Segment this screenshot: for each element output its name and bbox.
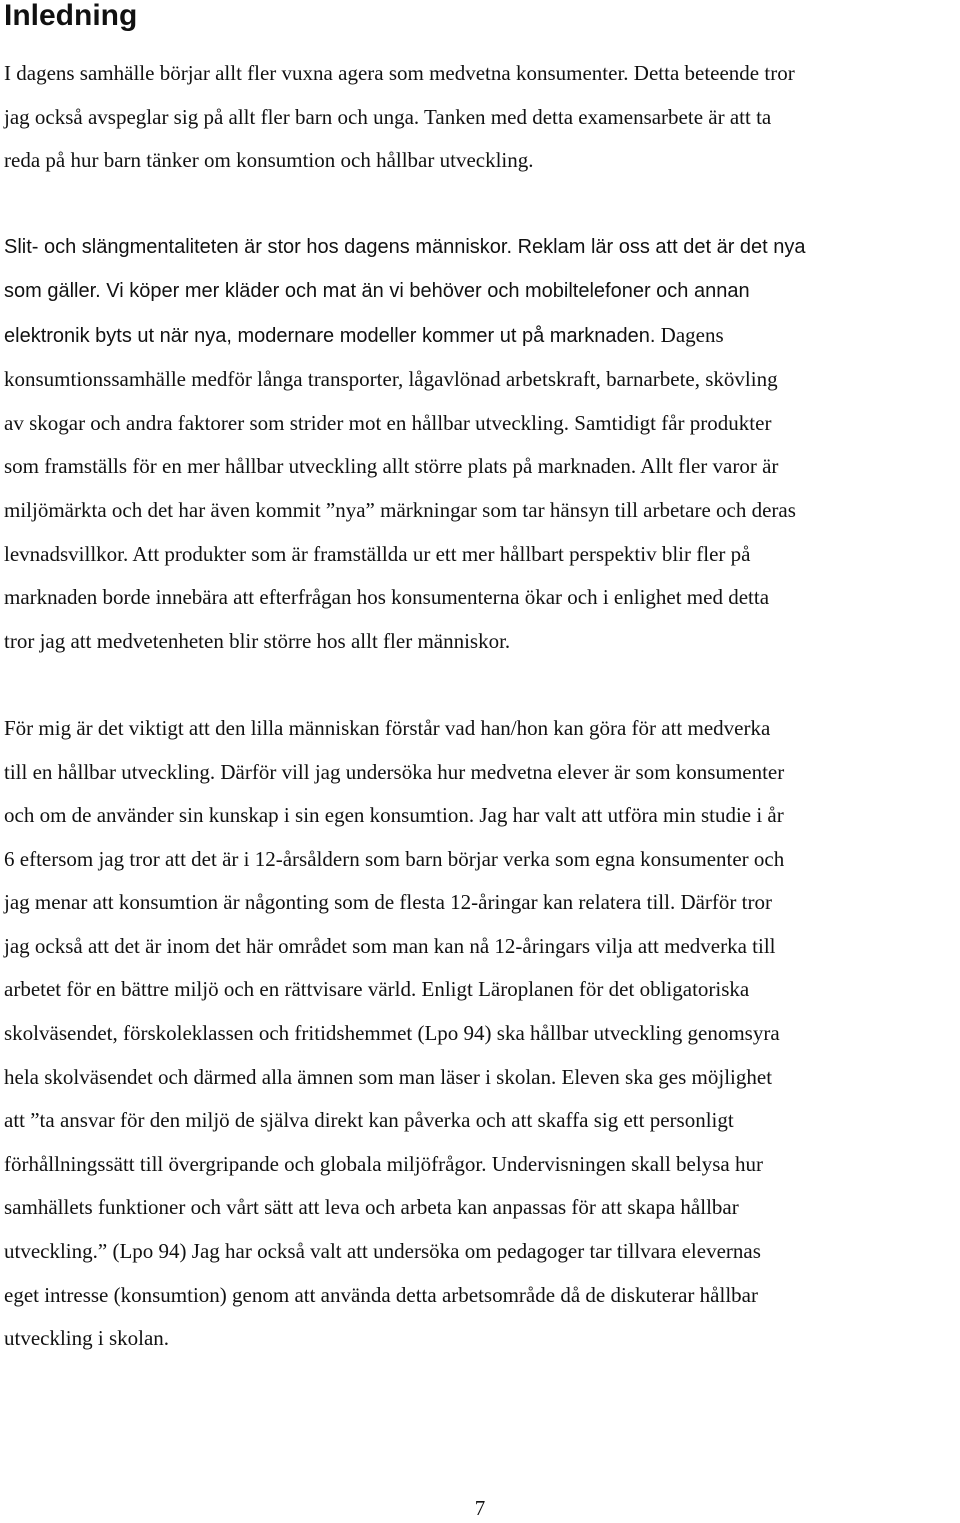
paragraph-intro: I dagens samhälle börjar allt fler vuxna agera som medvetna konsumenter. Detta beteende tror jag också avspeglar sig på allt fler barn och unga. Tanken med detta examensarbete är att ta reda på hur barn tänker om konsumtion och hållbar utveckling. bbox=[4, 61, 795, 173]
paragraph-consumption-part1: Slit- och slängmentaliteten är stor hos dagens människor. Reklam lär oss att det är det nya som gäller. Vi köper mer kläder och mat än vi behöver och mobiltelefoner och annan elektronik byts ut när nya, modernare modeller kommer ut på marknaden. bbox=[4, 236, 806, 347]
paragraph-consumption-part2: Dagens konsumtionssamhälle medför långa transporter, lågavlönad arbetskraft, barnarbete, skövling av skogar och andra faktorer som strider mot en hållbar utveckling. Samtidigt får produkter som framställs för en mer hållbar utveckling allt större plats på marknaden. Allt fler varor är miljömärkta och det har även kommit ”nya” märkningar som tar hänsyn till arbetare och deras levnadsvillkor. Att produkter som är framställda ur ett mer hållbart perspektiv blir fler på marknaden borde innebära att efterfrågan hos konsumenterna ökar och i enlighet med detta tror jag att medvetenheten blir större hos allt fler människor. bbox=[4, 322, 796, 653]
paragraph-motivation: För mig är det viktigt att den lilla människan förstår vad han/hon kan göra för att medverka till en hållbar utveckling. Därför vill jag undersöka hur medvetna elever är som konsumenter och om de använder sin kunskap i sin egen konsumtion. Jag har valt att utföra min studie i år 6 eftersom jag tror att det är i 12-årsåldern som barn börjar verka som egna konsumenter och jag menar att konsumtion är någonting som de flesta 12-åringar kan relatera till. Därför tror jag också att det är inom det här området som man kan nå 12-åringars vilja att medverka till arbetet för en bättre miljö och en rättvisare värld. Enligt Läroplanen för det obligatoriska skolväsendet, förskoleklassen och fritidshemmet (Lpo 94) ska hållbar utveckling genomsyra hela skolväsendet och därmed alla ämnen som man läser i skolan. Eleven ska ges möjlighet att ”ta ansvar för den miljö de själva direkt kan påverka och att skaffa sig ett personligt förhållningssätt till övergripande och globala miljöfrågor. Undervisningen skall belysa hur samhällets funktioner och vårt sätt att leva och arbeta kan anpassas för att skapa hållbar utveckling.” (Lpo 94) Jag har också valt att undersöka om pedagoger tar tillvara elevernas eget intresse (konsumtion) genom att använda detta arbetsområde då de diskuterar hållbar utveckling i skolan. bbox=[4, 715, 785, 1351]
page-number: 7 bbox=[474, 1496, 486, 1520]
body-text bbox=[4, 52, 960, 1361]
paragraph-gap bbox=[4, 663, 960, 707]
section-heading: Inledning bbox=[4, 0, 138, 32]
paragraph-gap bbox=[4, 183, 960, 227]
